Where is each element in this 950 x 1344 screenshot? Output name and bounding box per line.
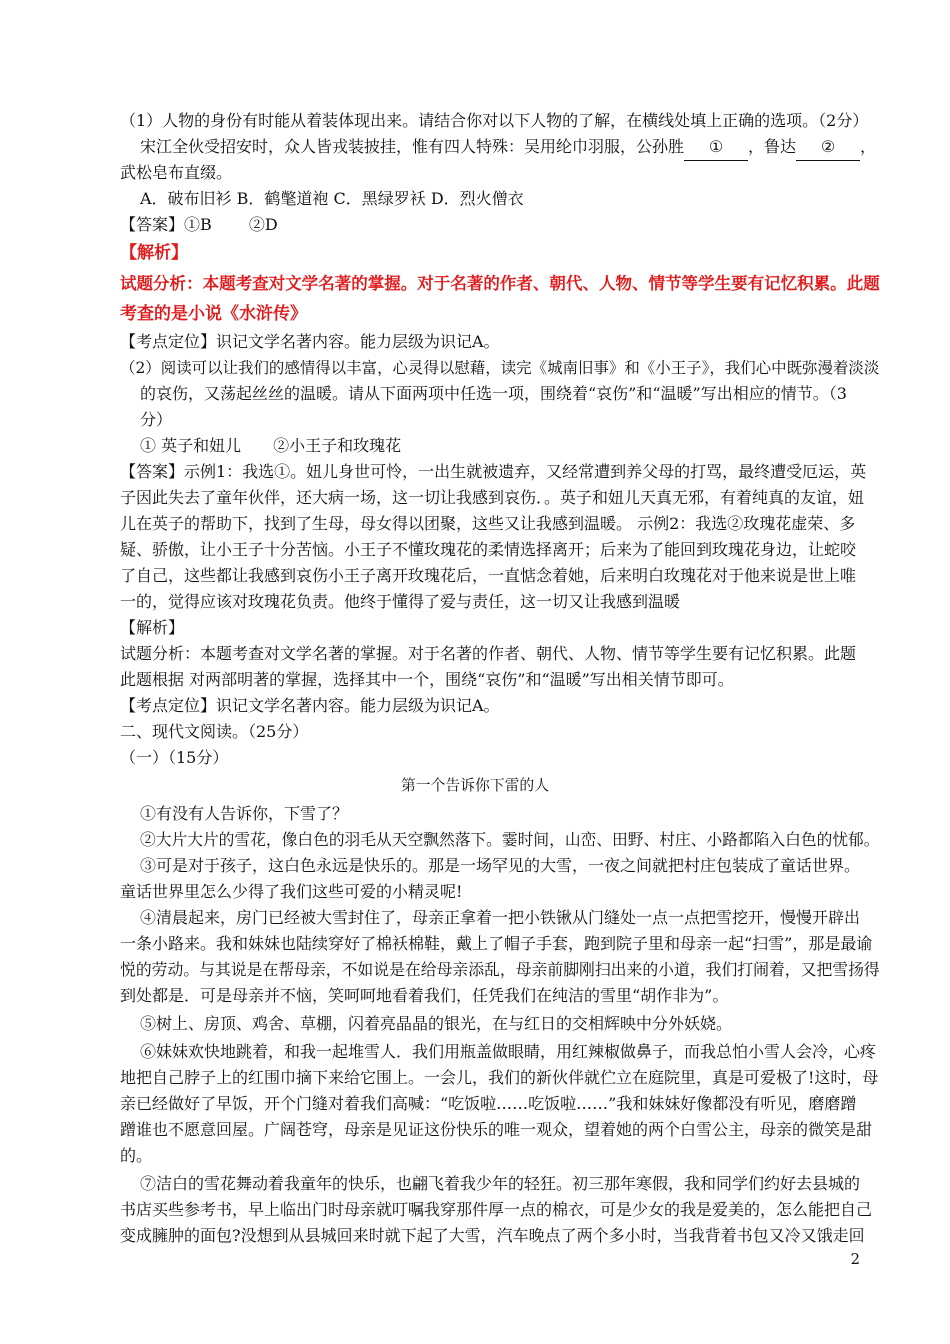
blank-2: ②: [796, 134, 860, 161]
q2-answer-2: 子因此失去了童年伙伴，还大病一场，这一切让我感到哀伤．。英子和妞儿天真无邪，有着纯真的友谊，妞: [120, 488, 865, 507]
paragraph-6e: 的。: [120, 1146, 153, 1165]
q2-answer-6: 一的，觉得应该对玫瑰花负责。他终于懂得了爱与责任，这一切又让我感到温暖: [120, 592, 681, 611]
q2-analysis-2: 此题根据 对两部明著的掌握，选择其中一个，围绕“哀伤”和“温暖”写出相关情节即可。: [120, 670, 734, 689]
q1-stem: （1）人物的身份有时能从着装体现出来。请结合你对以下人物的了解，在横线处填上正确的选项。（2分）: [120, 111, 869, 130]
q1-text: [140, 134, 876, 161]
paragraph-4c: 悦的劳动。与其说是在帮母亲，不如说是在给母亲添乱，母亲前脚刚扫出来的小道，我们打闹着，又把雪扬得: [120, 960, 880, 979]
paragraph-5: ⑤树上、房顶、鸡舍、草棚，闪着亮晶晶的银光，在与红日的交相辉映中分外妖娆。: [140, 1014, 733, 1033]
paragraph-4d: 到处都是．可是母亲并不恼，笑呵呵地看着我们，任凭我们在纯洁的雪里“胡作非为”。: [120, 986, 729, 1005]
q1-text-c: ，: [860, 137, 877, 156]
q1-text-d: 武松皂布直缀。: [120, 163, 233, 182]
q1-kaodian: 【考点定位】识记文学名著内容。能力层级为识记A。: [120, 332, 500, 351]
q2-analysis-1: 试题分析：本题考查对文学名著的掌握。对于名著的作者、朝代、人物、情节等学生要有记忆积累。此题: [120, 644, 857, 663]
paragraph-6c: 亲已经做好了早饭，开个门缝对着我们高喊：“吃饭啦……吃饭啦……”我和妹妹好像都没有听见，磨磨蹭: [120, 1094, 857, 1113]
q1-text-b: ，鲁达: [748, 137, 797, 156]
paragraph-1: ①有没有人告诉你，下雪了？: [140, 804, 349, 823]
q2-answer-5: 了自己，这些都让我感到哀伤小王子离开玫瑰花后，一直惦念着她，后来明白玫瑰花对于他来说是世上唯: [120, 566, 857, 585]
paragraph-7c: 变成臃肿的面包?没想到从县城回来时就下起了大雪，汽车晚点了两个多小时，当我背着书包又冷又饿走回: [120, 1226, 865, 1245]
paragraph-6a: ⑥妹妹欢快地跳着，和我一起堆雪人．我们用瓶盖做眼睛，用红辣椒做鼻子，而我总怕小雪人会冷，心疼: [140, 1042, 877, 1061]
paragraph-2: ②大片大片的雪花，像白色的羽毛从天空飘然落下。霎时间，山峦、田野、村庄、小路都陷入白色的忧郁。: [140, 830, 880, 849]
q1-options: A．破布旧衫 B．鹤氅道袍 C．黑绿罗袄 D．烈火僧衣: [140, 189, 524, 208]
q1-analysis-2: 考查的是小说《水浒传》: [120, 304, 307, 324]
q2-choices: ① 英子和妞儿 ②小王子和玫瑰花: [140, 436, 402, 455]
q1-text-a: 宋江全伙受招安时，众人皆戎装披挂，惟有四人特殊：吴用纶巾羽服，公孙胜: [140, 137, 685, 156]
q2-stem-2: 的哀伤，又荡起丝丝的温暖。请从下面两项中任选一项，围绕着“哀伤”和“温暖”写出相应的情节。（3: [140, 384, 847, 403]
paragraph-7a: ⑦洁白的雪花舞动着我童年的快乐，也翩飞着我少年的轻狂。初三那年寒假，我和同学们约好去县城的: [140, 1174, 861, 1193]
q2-answer-3: 儿在英子的帮助下，找到了生母，母女得以团聚，这些又让我感到温暖。 示例2：我选②玫瑰花虚荣、多: [120, 514, 856, 533]
page-number: 2: [850, 1250, 860, 1268]
q2-answer-1: 【答案】示例1：我选①。妞儿身世可怜，一出生就被遗弃，又经常遭到养父母的打骂，最终遭受厄运，英: [120, 462, 867, 481]
paragraph-3b: 童话世界里怎么少得了我们这些可爱的小精灵呢!: [120, 882, 463, 901]
q2-jiexi: 【解析】: [120, 618, 185, 637]
paragraph-3a: ③可是对于孩子，这白色永远是快乐的。那是一场罕见的大雪，一夜之间就把村庄包装成了童话世界。: [140, 856, 861, 875]
q2-stem-3: 分）: [140, 410, 173, 429]
paragraph-4b: 一条小路来。我和妹妹也陆续穿好了棉袄棉鞋，戴上了帽子手套，跑到院子里和母亲一起“扫雪”，那是最谕: [120, 934, 873, 953]
q1-jiexi: 【解析】: [120, 243, 188, 263]
passage-title: 第一个告诉你下雷的人: [400, 777, 550, 794]
blank-1: ①: [684, 134, 748, 161]
paragraph-6b: 地把自己脖子上的红围巾摘下来给它围上。一会儿，我们的新伙伴就伫立在庭院里，真是可爱极了!这时，母: [120, 1068, 879, 1087]
section-sub: （一）（15分）: [120, 748, 229, 767]
paragraph-6d: 蹭谁也不愿意回屋。广阔苍穹，母亲是见证这份快乐的唯一观众，望着她的两个白雪公主，母亲的微笑是甜: [120, 1120, 873, 1139]
q2-kaodian: 【考点定位】识记文学名著内容。能力层级为识记A。: [120, 696, 500, 715]
paragraph-4a: ④清晨起来，房门已经被大雪封住了，母亲正拿着一把小铁锹从门缝处一点一点把雪挖开，慢慢开辟出: [140, 908, 861, 927]
paragraph-7b: 书店买些参考书，早上临出门时母亲就叮嘱我穿那件厚一点的棉衣，可是少女的我是爱美的，怎么能把自己: [120, 1200, 873, 1219]
q1-analysis-1: 试题分析：本题考查对文学名著的掌握。对于名著的作者、朝代、人物、情节等学生要有记忆积累。此题: [120, 274, 880, 293]
section-heading: 二、现代文阅读。（25分）: [120, 722, 309, 741]
q2-answer-4: 疑、骄傲，让小王子十分苦恼。小王子不懂玫瑰花的柔情选择离开；后来为了能回到玫瑰花身边，让蛇咬: [120, 540, 857, 559]
q1-answer: 【答案】①B ②D: [120, 215, 278, 234]
q2-stem-1: （2）阅读可以让我们的感情得以丰富，心灵得以慰藉，读完《城南旧事》和《小王子》，我们心中既弥漫着淡淡: [120, 359, 880, 377]
